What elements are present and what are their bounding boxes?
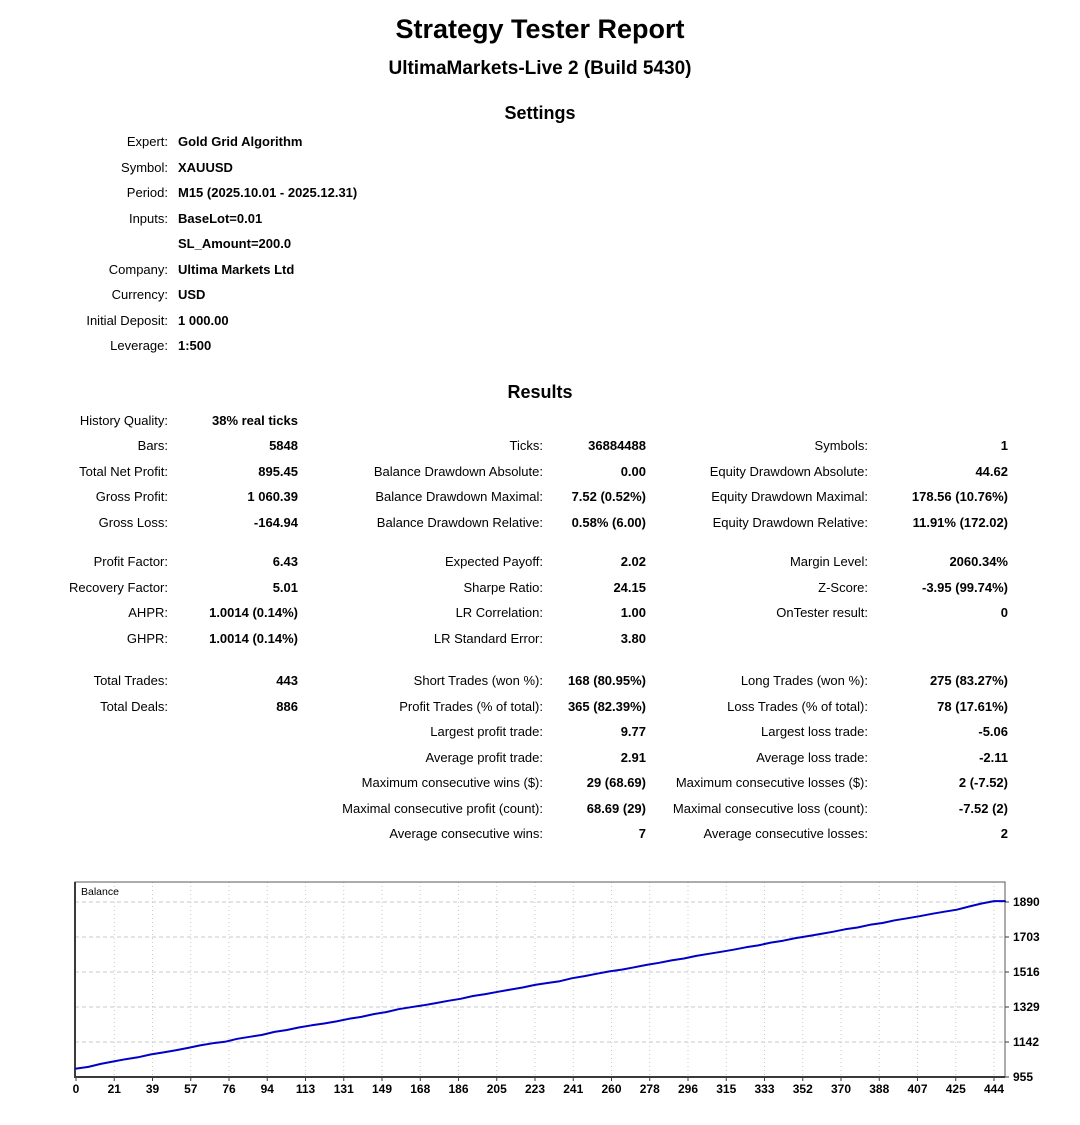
results-row <box>0 408 1080 434</box>
result-value: 895.45 <box>258 463 298 479</box>
balance-line <box>76 901 1005 1069</box>
settings-label: Expert: <box>126 134 168 149</box>
result-value: -7.52 (2) <box>958 800 1008 816</box>
settings-table <box>0 129 1080 359</box>
svg-text:315: 315 <box>716 1081 737 1096</box>
svg-text:1329: 1329 <box>1013 999 1040 1014</box>
svg-text:131: 131 <box>333 1081 354 1096</box>
svg-text:223: 223 <box>524 1081 546 1096</box>
svg-text:241: 241 <box>563 1081 584 1096</box>
result-label: Z-Score: <box>818 579 868 595</box>
results-row <box>0 694 1080 720</box>
svg-text:955: 955 <box>1013 1069 1034 1084</box>
settings-label <box>0 231 168 257</box>
svg-text:1890: 1890 <box>1013 894 1040 909</box>
results-row <box>0 745 1080 771</box>
settings-value: Gold Grid Algorithm <box>178 134 303 149</box>
result-value: 1 <box>1000 438 1008 453</box>
results-heading: Results <box>507 381 573 402</box>
svg-text:113: 113 <box>295 1081 316 1096</box>
settings-label: Symbol: <box>121 159 168 175</box>
chart-title-label: Balance <box>81 885 119 898</box>
result-label: Total Net Profit: <box>79 463 168 479</box>
result-value: 0.58% (6.00) <box>571 514 646 530</box>
settings-heading: Settings <box>504 103 576 123</box>
results-row <box>0 575 1080 601</box>
results-row <box>0 510 1080 536</box>
settings-value: BaseLot=0.01 <box>178 210 263 226</box>
result-value: 178.56 (10.76%) <box>911 489 1008 504</box>
result-label: Largest loss trade: <box>761 724 868 739</box>
svg-text:21: 21 <box>107 1081 121 1096</box>
svg-text:425: 425 <box>945 1081 966 1096</box>
result-value: 886 <box>276 698 298 714</box>
result-label: History Quality: <box>79 412 168 428</box>
result-label: Total Trades: <box>93 673 168 688</box>
svg-text:444: 444 <box>983 1081 1005 1096</box>
result-label: Long Trades (won %): <box>740 673 868 688</box>
svg-text:76: 76 <box>222 1081 236 1096</box>
settings-label: Company: <box>108 261 168 277</box>
results-row <box>0 600 1080 626</box>
result-value: 78 (17.61%) <box>937 698 1008 714</box>
result-value: 38% real ticks <box>211 412 298 428</box>
settings-label: Leverage: <box>110 338 168 353</box>
settings-row <box>0 308 1080 334</box>
result-label: Short Trades (won %): <box>413 673 543 688</box>
settings-value: 1:500 <box>178 338 212 353</box>
result-value: 2.91 <box>620 749 646 765</box>
svg-text:1142: 1142 <box>1013 1034 1040 1049</box>
result-value: 2 (-7.52) <box>958 775 1008 790</box>
result-value: 365 (82.39%) <box>567 698 646 714</box>
strategy-tester-report <box>0 14 1080 1111</box>
result-label: Gross Profit: <box>95 489 168 504</box>
result-value: 29 (68.69) <box>586 775 646 790</box>
settings-label: Inputs: <box>128 210 168 226</box>
x-axis-labels <box>73 1078 1005 1096</box>
results-row <box>0 549 1080 575</box>
result-label: Ticks: <box>509 438 543 453</box>
result-label: Largest profit trade: <box>430 724 543 739</box>
result-value: -5.06 <box>978 724 1008 739</box>
result-value: 168 (80.95%) <box>567 673 646 688</box>
result-label: OnTester result: <box>776 605 868 620</box>
settings-value: XAUUSD <box>178 159 233 175</box>
server-build-subtitle: UltimaMarkets-Live 2 (Build 5430) <box>388 58 692 79</box>
result-value: 6.43 <box>272 554 298 569</box>
result-label: Maximal consecutive loss (count): <box>672 800 868 816</box>
result-value: 1 060.39 <box>247 489 298 504</box>
settings-value: M15 (2025.10.01 - 2025.12.31) <box>178 185 358 200</box>
results-row <box>0 484 1080 510</box>
results-row <box>0 719 1080 745</box>
result-value: 1.00 <box>620 605 646 620</box>
result-value: 9.77 <box>620 724 646 739</box>
result-value: 36884488 <box>588 438 646 453</box>
result-value: 7.52 (0.52%) <box>571 489 646 504</box>
result-label: GHPR: <box>126 630 168 646</box>
svg-text:1703: 1703 <box>1013 929 1040 944</box>
settings-row <box>0 333 1080 359</box>
svg-text:1516: 1516 <box>1013 964 1040 979</box>
result-label: AHPR: <box>128 605 168 620</box>
result-value: 2060.34% <box>949 554 1008 569</box>
result-value: 1.0014 (0.14%) <box>209 630 298 646</box>
chart-frame <box>74 882 1005 1078</box>
result-label: Gross Loss: <box>98 514 168 530</box>
svg-text:352: 352 <box>792 1081 813 1096</box>
result-label: Symbols: <box>814 438 868 453</box>
results-row <box>0 796 1080 822</box>
result-label: Maximal consecutive profit (count): <box>342 800 543 816</box>
result-label: LR Correlation: <box>455 605 543 620</box>
svg-text:370: 370 <box>830 1081 852 1096</box>
results-row <box>0 433 1080 459</box>
svg-text:168: 168 <box>410 1081 431 1096</box>
results-row <box>0 770 1080 796</box>
result-value: -164.94 <box>253 514 298 530</box>
settings-label: Currency: <box>111 287 168 302</box>
svg-text:296: 296 <box>677 1081 699 1096</box>
result-label: Sharpe Ratio: <box>463 579 543 595</box>
report-title: Strategy Tester Report <box>395 14 685 44</box>
balance-chart <box>0 880 1080 1111</box>
result-label: LR Standard Error: <box>433 630 543 646</box>
result-value: 0 <box>1000 605 1008 620</box>
svg-text:205: 205 <box>486 1081 507 1096</box>
result-label: Equity Drawdown Relative: <box>712 514 868 530</box>
settings-row <box>0 206 1080 232</box>
result-label: Profit Factor: <box>93 554 168 569</box>
result-label: Maximum consecutive losses ($): <box>675 775 868 790</box>
svg-text:57: 57 <box>184 1081 198 1096</box>
result-label: Maximum consecutive wins ($): <box>361 775 543 790</box>
settings-value: 1 000.00 <box>178 312 229 328</box>
result-label: Balance Drawdown Relative: <box>376 514 543 530</box>
settings-row <box>0 231 1080 257</box>
results-row <box>0 668 1080 694</box>
result-value: 443 <box>276 673 298 688</box>
result-label: Equity Drawdown Absolute: <box>709 463 868 479</box>
result-label: Bars: <box>137 438 168 453</box>
result-value: 68.69 (29) <box>586 800 646 816</box>
result-label: Profit Trades (% of total): <box>399 698 543 714</box>
settings-row <box>0 180 1080 206</box>
result-value: -2.11 <box>979 749 1008 765</box>
svg-text:0: 0 <box>72 1081 80 1096</box>
svg-text:333: 333 <box>754 1081 775 1096</box>
result-label: Loss Trades (% of total): <box>727 698 868 714</box>
result-value: 275 (83.27%) <box>929 673 1008 688</box>
svg-text:407: 407 <box>907 1081 928 1096</box>
result-label: Average loss trade: <box>756 749 868 765</box>
result-label: Average profit trade: <box>425 749 543 765</box>
result-label: Expected Payoff: <box>444 554 543 569</box>
chart-gridlines <box>75 882 1005 1077</box>
settings-row <box>0 257 1080 283</box>
settings-row <box>0 129 1080 155</box>
result-label: Average consecutive losses: <box>703 826 868 841</box>
result-value: 2.02 <box>620 554 646 569</box>
result-value: 0.00 <box>620 463 646 479</box>
results-row <box>0 821 1080 847</box>
svg-text:260: 260 <box>601 1081 622 1096</box>
result-label: Balance Drawdown Absolute: <box>373 463 543 479</box>
settings-row <box>0 282 1080 308</box>
results-row <box>0 626 1080 652</box>
result-label: Recovery Factor: <box>69 579 168 595</box>
result-label: Equity Drawdown Maximal: <box>711 489 868 504</box>
result-value: 24.15 <box>613 579 646 595</box>
svg-text:278: 278 <box>639 1081 660 1096</box>
result-value: 5848 <box>269 438 298 453</box>
svg-text:388: 388 <box>869 1081 890 1096</box>
result-label: Total Deals: <box>100 698 168 714</box>
settings-label: Period: <box>126 185 168 200</box>
result-value: 5.01 <box>272 579 298 595</box>
result-value: 3.80 <box>620 630 646 646</box>
results-table <box>0 408 1080 847</box>
settings-row <box>0 155 1080 181</box>
y-axis-labels <box>1005 895 1040 1084</box>
result-value: 44.62 <box>975 463 1008 479</box>
svg-text:149: 149 <box>371 1081 393 1096</box>
settings-value: USD <box>178 287 206 302</box>
result-label: Average consecutive wins: <box>389 826 543 841</box>
settings-value: SL_Amount=200.0 <box>178 236 292 251</box>
result-value: 7 <box>638 826 646 841</box>
svg-text:94: 94 <box>260 1081 274 1096</box>
result-label: Balance Drawdown Maximal: <box>375 489 543 504</box>
svg-text:186: 186 <box>448 1081 469 1096</box>
settings-label: Initial Deposit: <box>86 312 168 328</box>
result-value: 2 <box>1000 826 1008 841</box>
result-value: -3.95 (99.74%) <box>922 579 1008 595</box>
result-value: 1.0014 (0.14%) <box>209 605 298 620</box>
results-row <box>0 459 1080 485</box>
result-label: Margin Level: <box>789 554 868 569</box>
result-value: 11.91% (172.02) <box>912 514 1008 530</box>
balance-chart-svg <box>0 880 1080 1111</box>
settings-value: Ultima Markets Ltd <box>178 261 295 277</box>
svg-text:39: 39 <box>145 1081 160 1096</box>
